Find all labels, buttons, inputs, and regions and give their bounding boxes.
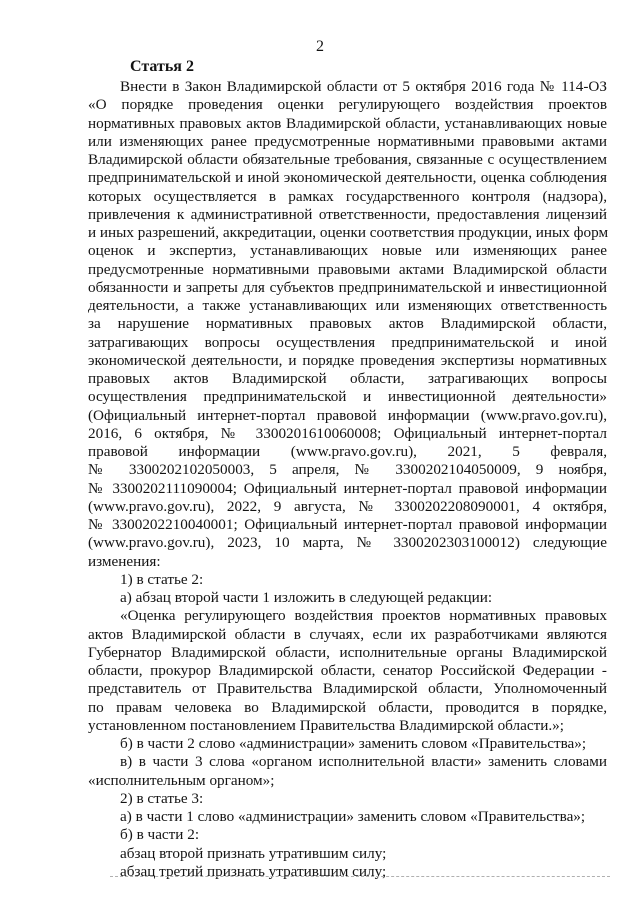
text-line: области, прокурор Владимирской области, сенатор Российской Федерации - [88, 662, 607, 679]
text-line: и иных разрешений, аккредитации, оценки соответствия продукции, иных форм [88, 224, 609, 241]
text-line: б) в части 2: [120, 826, 200, 844]
text-line: нормативных правовых актов Владимирской области, устанавливающих новые [88, 114, 607, 132]
text-line: а) абзац второй части 1 изложить в следующей редакции: [120, 589, 493, 606]
text-line: обязанности и запреты для субъектов предпринимательской и инвестиционной [88, 278, 607, 296]
text-line: 2) в статье 3: [120, 789, 204, 807]
text-line: осуществления предпринимательской и инвестиционной деятельности» [88, 388, 607, 406]
text-line: правовой информации (www.pravo.gov.ru), 2021, 5 февраля, [88, 443, 607, 460]
text-line: «Оценка регулирующего воздействия проектов нормативных правовых [120, 607, 607, 625]
text-line: Губернатор Владимирской области, исполнительные органы Владимирской [88, 643, 607, 661]
text-line: «О порядке проведения оценки регулирующего воздействия проектов [88, 96, 607, 114]
text-line: в) в части 3 слова «органом исполнительной власти» заменить словами [120, 753, 607, 771]
text-line: за нарушение нормативных правовых актов Владимирской области, [88, 315, 607, 333]
text-line: установленном постановлением Правительства Владимирской области.»; [88, 716, 564, 734]
text-line: по правам человека во Владимирской области, проводится в порядке, [88, 698, 607, 716]
text-line: (Официальный интернет-портал правовой информации (www.pravo.gov.ru), [88, 406, 607, 424]
text-line: Владимирской области обязательные требования, связанные с осуществлением [88, 151, 607, 168]
text-line: 2016, 6 октября, № 3300201610060008; Официальный интернет-портал [88, 424, 607, 442]
page-number: 2 [316, 38, 324, 55]
text-line: «исполнительным органом»; [88, 771, 275, 789]
text-line: которых осуществляется в рамках государственного контроля (надзора), [88, 187, 607, 205]
text-line: № 3300202102050003, 5 апреля, № 3300202104050009, 9 ноября, [88, 461, 607, 479]
text-line: затрагивающих вопросы осуществления предпринимательской и иной [88, 333, 607, 351]
text-line: Внести в Закон Владимирской области от 5 октября 2016 года № 114-ОЗ [120, 78, 607, 95]
text-line: 1) в статье 2: [120, 570, 204, 588]
text-line: (www.pravo.gov.ru), 2023, 10 марта, № 3300202303100012) следующие [88, 534, 607, 552]
text-line: (www.pravo.gov.ru), 2022, 9 августа, № 3300202208090001, 4 октября, [88, 497, 607, 515]
text-line: абзац третий признать утратившим силу; [120, 862, 387, 880]
text-line: № 3300202210040001; Официальный интернет-портал правовой информации [88, 516, 607, 533]
text-line: правовых актов Владимирской области, затрагивающих вопросы [88, 370, 607, 387]
text-line: экономической деятельности, и порядке проведения экспертизы нормативных [88, 351, 607, 369]
text-line: оценок и экспертиз, устанавливающих новые или изменяющих ранее [88, 242, 607, 260]
text-line: а) в части 1 слово «администрации» заменить словом «Правительства»; [120, 808, 586, 825]
article-heading: Статья 2 [130, 58, 194, 75]
text-line: актов Владимирской области в случаях, если их разработчиками являются [88, 625, 607, 643]
text-line: абзац второй признать утратившим силу; [120, 844, 387, 862]
text-line: или изменяющих ранее предусмотренные нормативными правовыми актами [88, 132, 607, 150]
text-line: представитель от Правительства Владимирской области, Уполномоченный [88, 680, 607, 698]
text-line: предпринимательской и иной экономической деятельности, оценка соблюдения [88, 169, 607, 187]
text-line: деятельности, а также устанавливающих или изменяющих ответственность [88, 297, 607, 314]
text-line: б) в части 2 слово «администрации» заменить словом «Правительства»; [120, 735, 587, 752]
text-line: привлечения к административной ответственности, предоставления лицензий [88, 205, 607, 223]
text-line: предусмотренные нормативными правовыми актами Владимирской области [88, 260, 607, 278]
text-line: № 3300202111090004; Официальный интернет-портал правовой информации [88, 479, 607, 497]
page-bottom-edge [110, 876, 610, 877]
text-line: изменения: [88, 552, 161, 570]
